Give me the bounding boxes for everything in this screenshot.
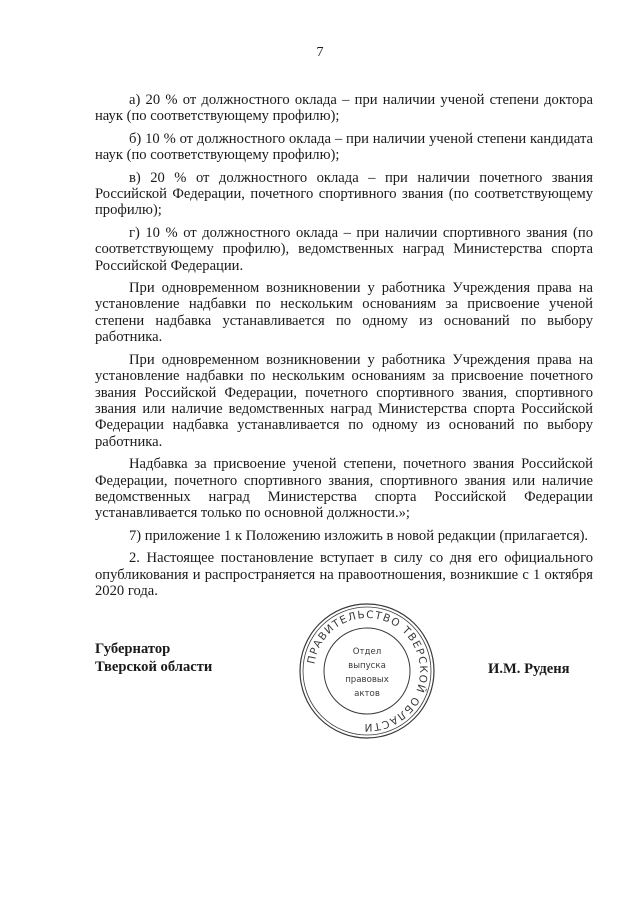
paragraph-main-position-rule: Надбавка за присвоение ученой степени, почетного звания Российской Федерации, почетного спортивного звания, спортивного звания или наличие ведомственных наград Министерства спорта Российской Федерации устанавливается только по основной должности.»;: [95, 456, 593, 522]
stamp-seal-icon: [297, 601, 437, 741]
stamp-line-3: правовых: [345, 675, 389, 685]
paragraph-effective-date: 2. Настоящее постановление вступает в силу со дня его официального опубликования и распространяется на правоотношения, возникшие с 1 октября 2020 года.: [95, 550, 593, 599]
paragraph-honorary-title-rule: При одновременном возникновении у работника Учреждения права на установление надбавки по нескольким основаниям за присвоение почетного звания Российской Федерации, почетного спортивного звания, спортивного звания или наличие ведомственных наград Министерства спорта Российской Федерации надбавка устанавливается по одному из оснований по выбору работника.: [95, 351, 593, 450]
paragraph-item-v: в) 20 % от должностного оклада – при наличии почетного звания Российской Федерации, почетного спортивного звания (по соответствующему профилю);: [95, 169, 593, 219]
stamp-line-1: Отдел: [352, 647, 382, 657]
paragraph-item-b: б) 10 % от должностного оклада – при наличии ученой степени кандидата наук (по соответствующему профилю);: [95, 130, 593, 164]
stamp-ring-text: ПРАВИТЕЛЬСТВО ТВЕРСКОЙ ОБЛАСТИ: [305, 608, 430, 734]
stamp-line-4: актов: [354, 689, 380, 699]
document-body: [95, 92, 593, 605]
signatory-title: [95, 640, 212, 676]
paragraph-item-g: г) 10 % от должностного оклада – при наличии спортивного звания (по соответствующему профилю), ведомственных наград Министерства спорта Российской Федерации.: [95, 224, 593, 274]
signatory-name: И.М. Руденя: [488, 661, 570, 677]
signatory-title-line1: Губернатор: [95, 641, 171, 657]
signatory-title-line2: Тверской области: [95, 659, 213, 675]
paragraph-item-7: 7) приложение 1 к Положению изложить в новой редакции (прилагается).: [129, 527, 589, 544]
paragraph-item-a: а) 20 % от должностного оклада – при наличии ученой степени доктора наук (по соответствующему профилю);: [95, 92, 593, 125]
paragraph-scientific-degree-rule: При одновременном возникновении у работника Учреждения права на установление надбавки по нескольким основаниям за присвоение ученой степени надбавка устанавливается по одному из оснований по выбору работника.: [95, 280, 593, 346]
page-number: 7: [316, 45, 324, 60]
official-stamp: [297, 601, 437, 741]
stamp-line-2: выпуска: [348, 661, 386, 671]
